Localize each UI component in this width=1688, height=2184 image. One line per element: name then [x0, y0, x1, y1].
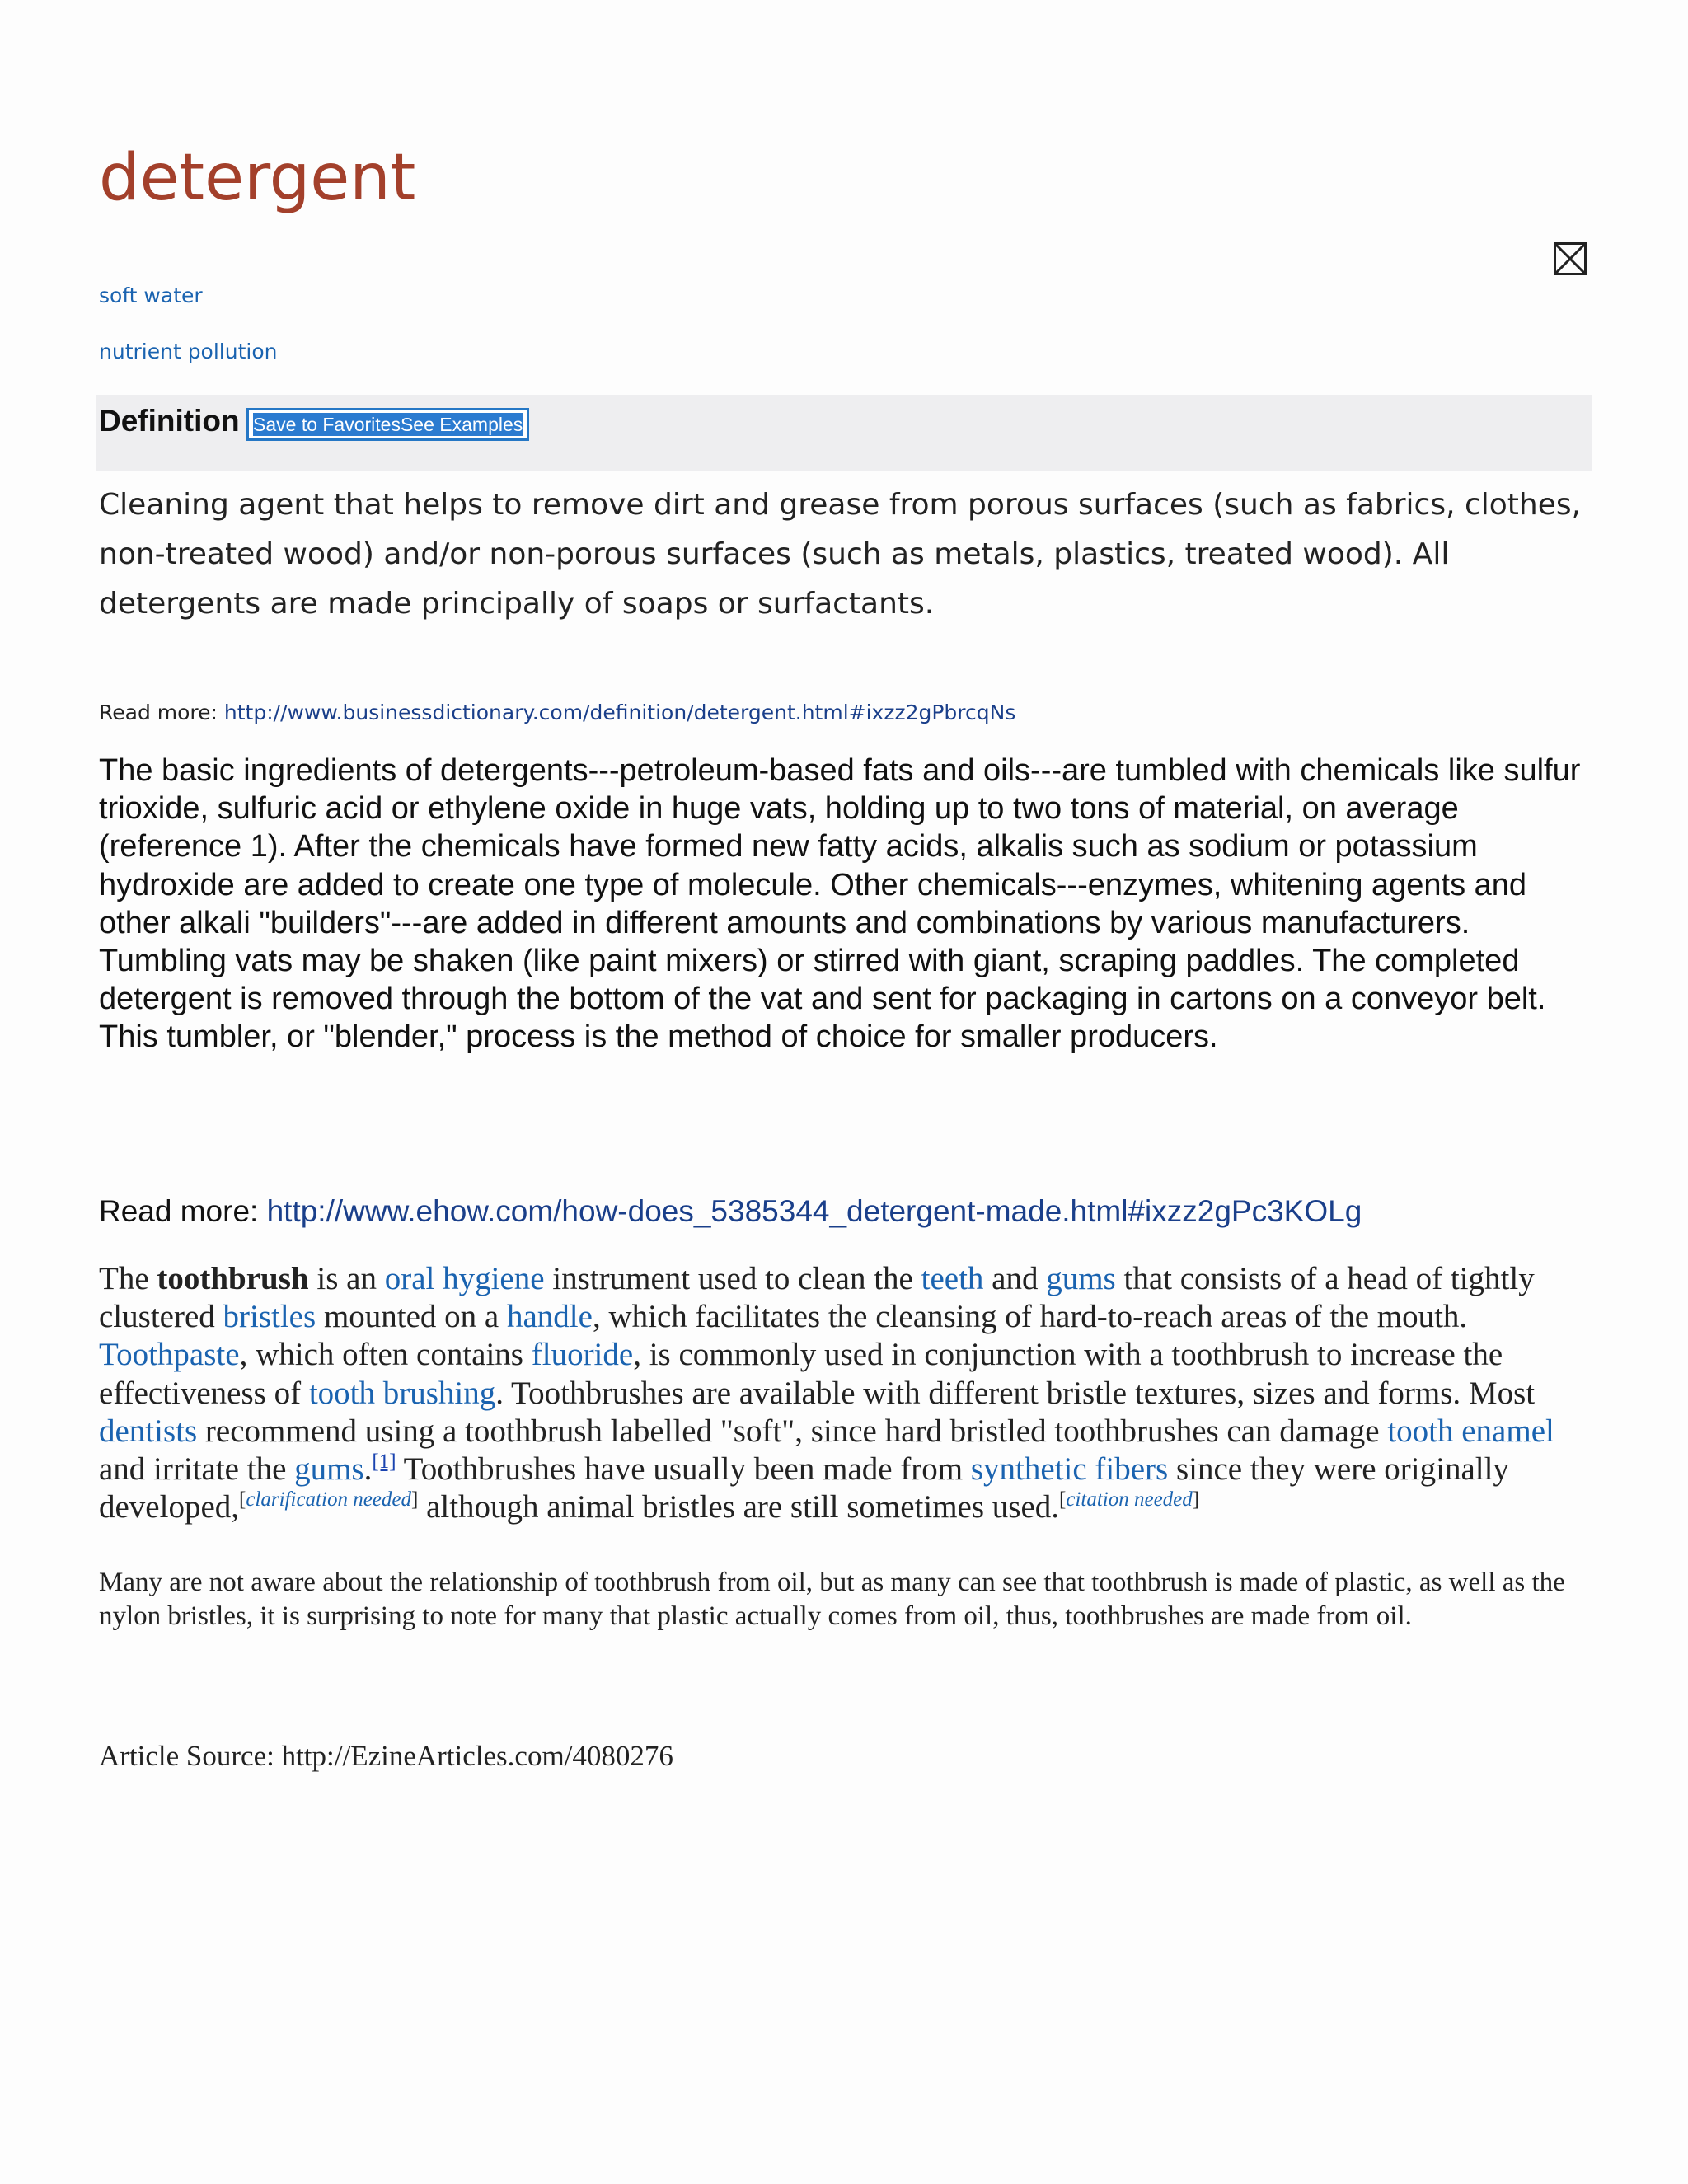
page-title: detergent: [99, 141, 416, 215]
ehow-paragraph: The basic ingredients of detergents---petroleum-based fats and oils---are tumbled with chemicals like sulfur trioxide, sulfuric acid or ethylene oxide in huge vats, holding up to two tons of material, on average (reference 1). After the chemicals have formed new fatty acids, alkalis such as sodium or potassium hydroxide are added to create one type of molecule. Other chemicals---enzymes, whitening agents and other alkali "builders"---are added in different amounts and combinations by various manufacturers. Tumbling vats may be shaken (like paint mixers) or stirred with giant, scraping paddles. The completed detergent is removed through the bottom of the vat and sent for packaging in cartons on a conveyor belt. This tumbler, or "blender," process is the method of choice for smaller producers.: [99, 753, 1581, 1055]
bracket: [: [1059, 1488, 1067, 1511]
related-link-nutrient-pollution[interactable]: nutrient pollution: [99, 340, 278, 363]
link-dentists[interactable]: dentists: [99, 1413, 198, 1449]
read-more-label: Read more:: [99, 1194, 259, 1228]
definition-bar: [96, 395, 1592, 471]
text-span: , which often contains: [239, 1337, 532, 1373]
text-span: , is commonly used in conjunction with a toothbrush to increase the effectiveness of: [99, 1337, 1503, 1411]
link-tooth-brushing[interactable]: tooth brushing: [308, 1375, 496, 1411]
businessdictionary-link[interactable]: http://www.businessdictionary.com/definition/detergent.html#ixzz2gPbrcqNs: [223, 701, 1016, 724]
text-span: mounted on a: [316, 1299, 507, 1335]
text-span: is an: [308, 1261, 385, 1296]
link-synthetic-fibers[interactable]: synthetic fibers: [970, 1451, 1169, 1488]
bracket: ]: [410, 1488, 419, 1511]
definition-actions: [246, 408, 529, 441]
text-span: .: [363, 1451, 373, 1488]
reference-1-link[interactable]: [1]: [372, 1451, 396, 1474]
see-examples-button[interactable]: See Examples: [400, 414, 523, 435]
definition-heading: Definition: [99, 404, 240, 438]
clarification-needed-note: [239, 1488, 418, 1511]
link-toothpaste[interactable]: Toothpaste: [99, 1337, 240, 1373]
read-more-label: Read more:: [99, 701, 218, 724]
text-span: and: [983, 1261, 1047, 1296]
read-more-ehow: [99, 1193, 1362, 1230]
text-span: since they were originally developed,: [99, 1451, 1509, 1526]
link-handle[interactable]: handle: [506, 1299, 593, 1335]
link-bristles[interactable]: bristles: [223, 1299, 316, 1335]
link-gums[interactable]: gums: [1046, 1261, 1116, 1296]
broken-image-icon: [1554, 242, 1587, 275]
link-teeth[interactable]: teeth: [921, 1261, 984, 1296]
link-tooth-enamel[interactable]: tooth enamel: [1387, 1413, 1554, 1449]
clarification-needed-link[interactable]: clarification needed: [246, 1488, 411, 1511]
read-more-businessdictionary: [99, 699, 1015, 727]
oil-paragraph: Many are not aware about the relationship of toothbrush from oil, but as many can see that toothbrush is made of plastic, as well as the nylon bristles, it is surprising to note for many that plastic actually comes from oil, thus, toothbrushes are made from oil.: [99, 1568, 1565, 1631]
text-span: Toothbrushes have usually been made from: [396, 1451, 971, 1488]
link-oral-hygiene[interactable]: oral hygiene: [384, 1261, 545, 1296]
related-link-soft-water[interactable]: soft water: [99, 284, 203, 307]
link-gums-2[interactable]: gums: [294, 1451, 364, 1488]
text-span: although animal bristles are still sometimes used.: [418, 1489, 1060, 1526]
article-source: Article Source: http://EzineArticles.com/4080276: [99, 1740, 673, 1772]
text-span: recommend using a toothbrush labelled "soft", since hard bristled toothbrushes can damage: [197, 1413, 1388, 1449]
bold-term-toothbrush: toothbrush: [157, 1261, 309, 1296]
toothbrush-paragraph: [99, 1260, 1582, 1526]
text-span: instrument used to clean the: [544, 1261, 921, 1296]
text-span: The: [99, 1261, 157, 1296]
save-to-favorites-button[interactable]: Save to Favorites: [253, 414, 401, 435]
definition-text: Cleaning agent that helps to remove dirt and grease from porous surfaces (such as fabrics, clothes, non-treated wood) and/or non-porous surfaces (such as metals, plastics, treated wood). All detergents are made principally of soaps or surfactants.: [99, 488, 1582, 621]
bracket: ]: [1192, 1488, 1200, 1511]
text-span: that consists of a head of tightly clustered: [99, 1261, 1535, 1335]
ehow-link[interactable]: http://www.ehow.com/how-does_5385344_detergent-made.html#ixzz2gPc3KOLg: [266, 1194, 1362, 1228]
link-fluoride[interactable]: fluoride: [531, 1337, 634, 1373]
citation-needed-link[interactable]: citation needed: [1066, 1488, 1193, 1511]
citation-needed-note: [1059, 1488, 1199, 1511]
bracket: [: [239, 1488, 246, 1511]
text-span: and irritate the: [99, 1451, 295, 1488]
text-span: . Toothbrushes are available with different bristle textures, sizes and forms. Most: [495, 1375, 1536, 1411]
text-span: , which facilitates the cleansing of hard-to-reach areas of the mouth.: [592, 1299, 1468, 1335]
